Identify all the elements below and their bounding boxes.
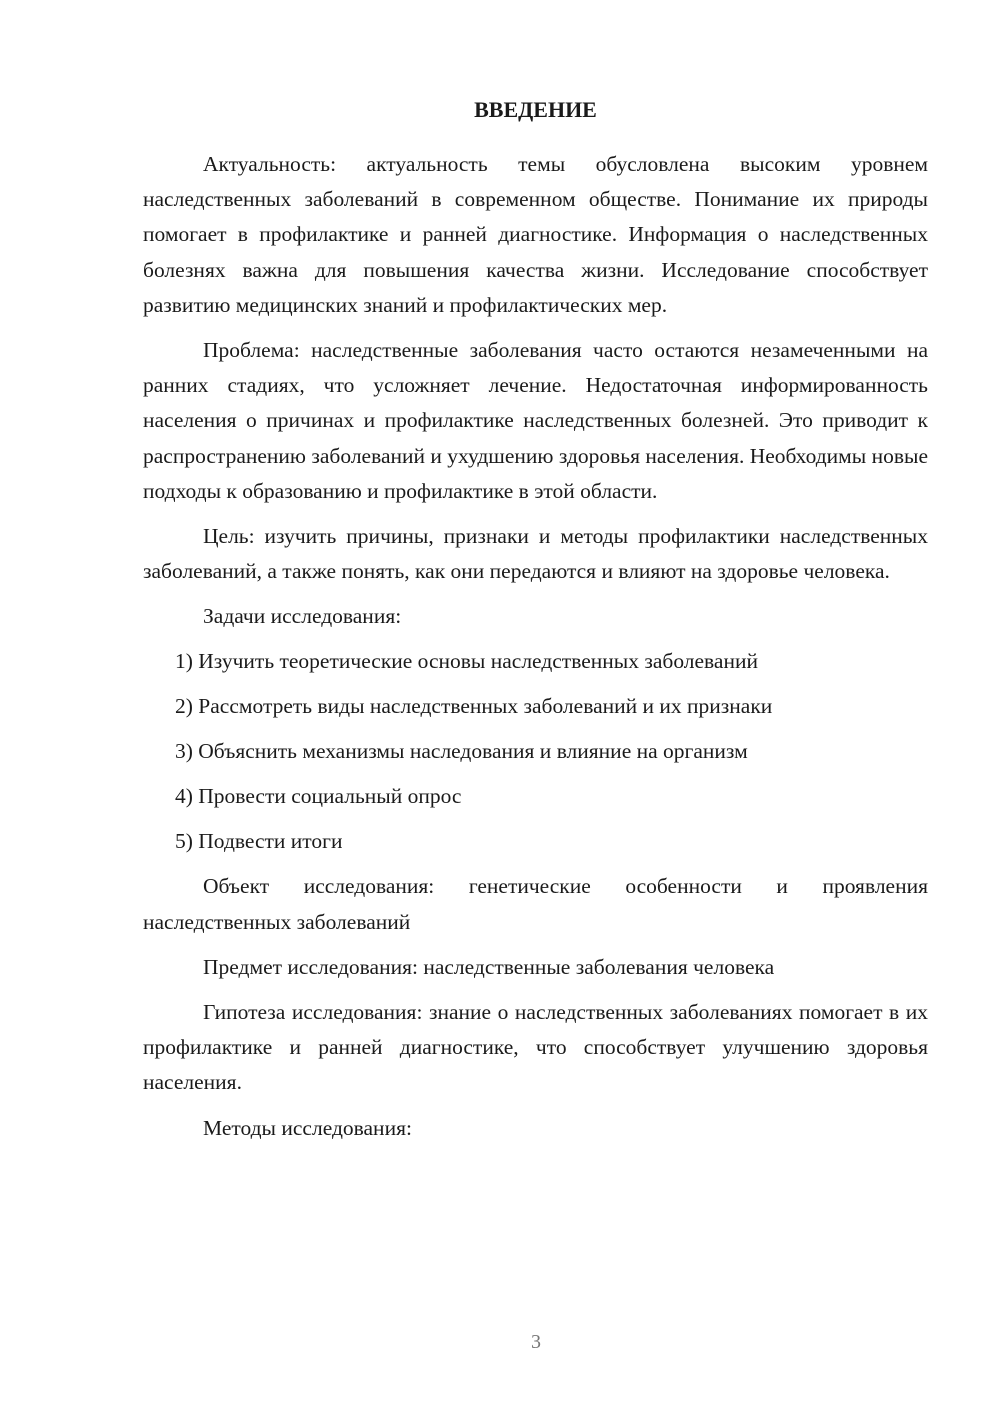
relevance-paragraph: Актуальность: актуальность темы обусловлена высоким уровнем наследственных заболеваний в современном обществе. Понимание их природы помогает в профилактике и ранней диагностике. Информация о наследственных болезнях важна для повышения качества жизни. Исследование способствует развитию медицинских знаний и профилактических мер. bbox=[143, 152, 928, 317]
problem-paragraph: Проблема: наследственные заболевания часто остаются незамеченными на ранних стадиях, что усложняет лечение. Недостаточная информированность населения о причинах и профилактике наследственных болезней. Это приводит к распространению заболеваний и ухудшению здоровья населения. Необходимы новые подходы к образованию и профилактике в этой области. bbox=[143, 338, 928, 503]
task-item-4: 4) Провести социальный опрос bbox=[175, 784, 462, 809]
page-number: 3 bbox=[531, 1331, 541, 1353]
subject-paragraph: Предмет исследования: наследственные заболевания человека bbox=[203, 954, 775, 979]
task-item-1: 1) Изучить теоретические основы наследственных заболеваний bbox=[175, 649, 758, 674]
section-heading: ВВЕДЕНИЕ bbox=[474, 97, 597, 122]
goal-paragraph: Цель: изучить причины, признаки и методы профилактики наследственных заболеваний, а также понять, как они передаются и влияют на здоровье человека. bbox=[143, 524, 928, 584]
task-item-2: 2) Рассмотреть виды наследственных заболеваний и их признаки bbox=[175, 694, 773, 719]
task-item-3: 3) Объяснить механизмы наследования и влияние на организм bbox=[175, 739, 748, 764]
tasks-list bbox=[143, 644, 928, 859]
document-page bbox=[143, 92, 928, 1156]
methods-title: Методы исследования: bbox=[203, 1115, 412, 1140]
task-item-5: 5) Подвести итоги bbox=[175, 829, 343, 854]
object-paragraph: Объект исследования: генетические особенности и проявления наследственных заболеваний bbox=[143, 874, 928, 934]
hypothesis-paragraph: Гипотеза исследования: знание о наследственных заболеваниях помогает в их профилактике и ранней диагностике, что способствует улучшению здоровья населения. bbox=[143, 1000, 928, 1095]
tasks-title: Задачи исследования: bbox=[203, 604, 402, 629]
